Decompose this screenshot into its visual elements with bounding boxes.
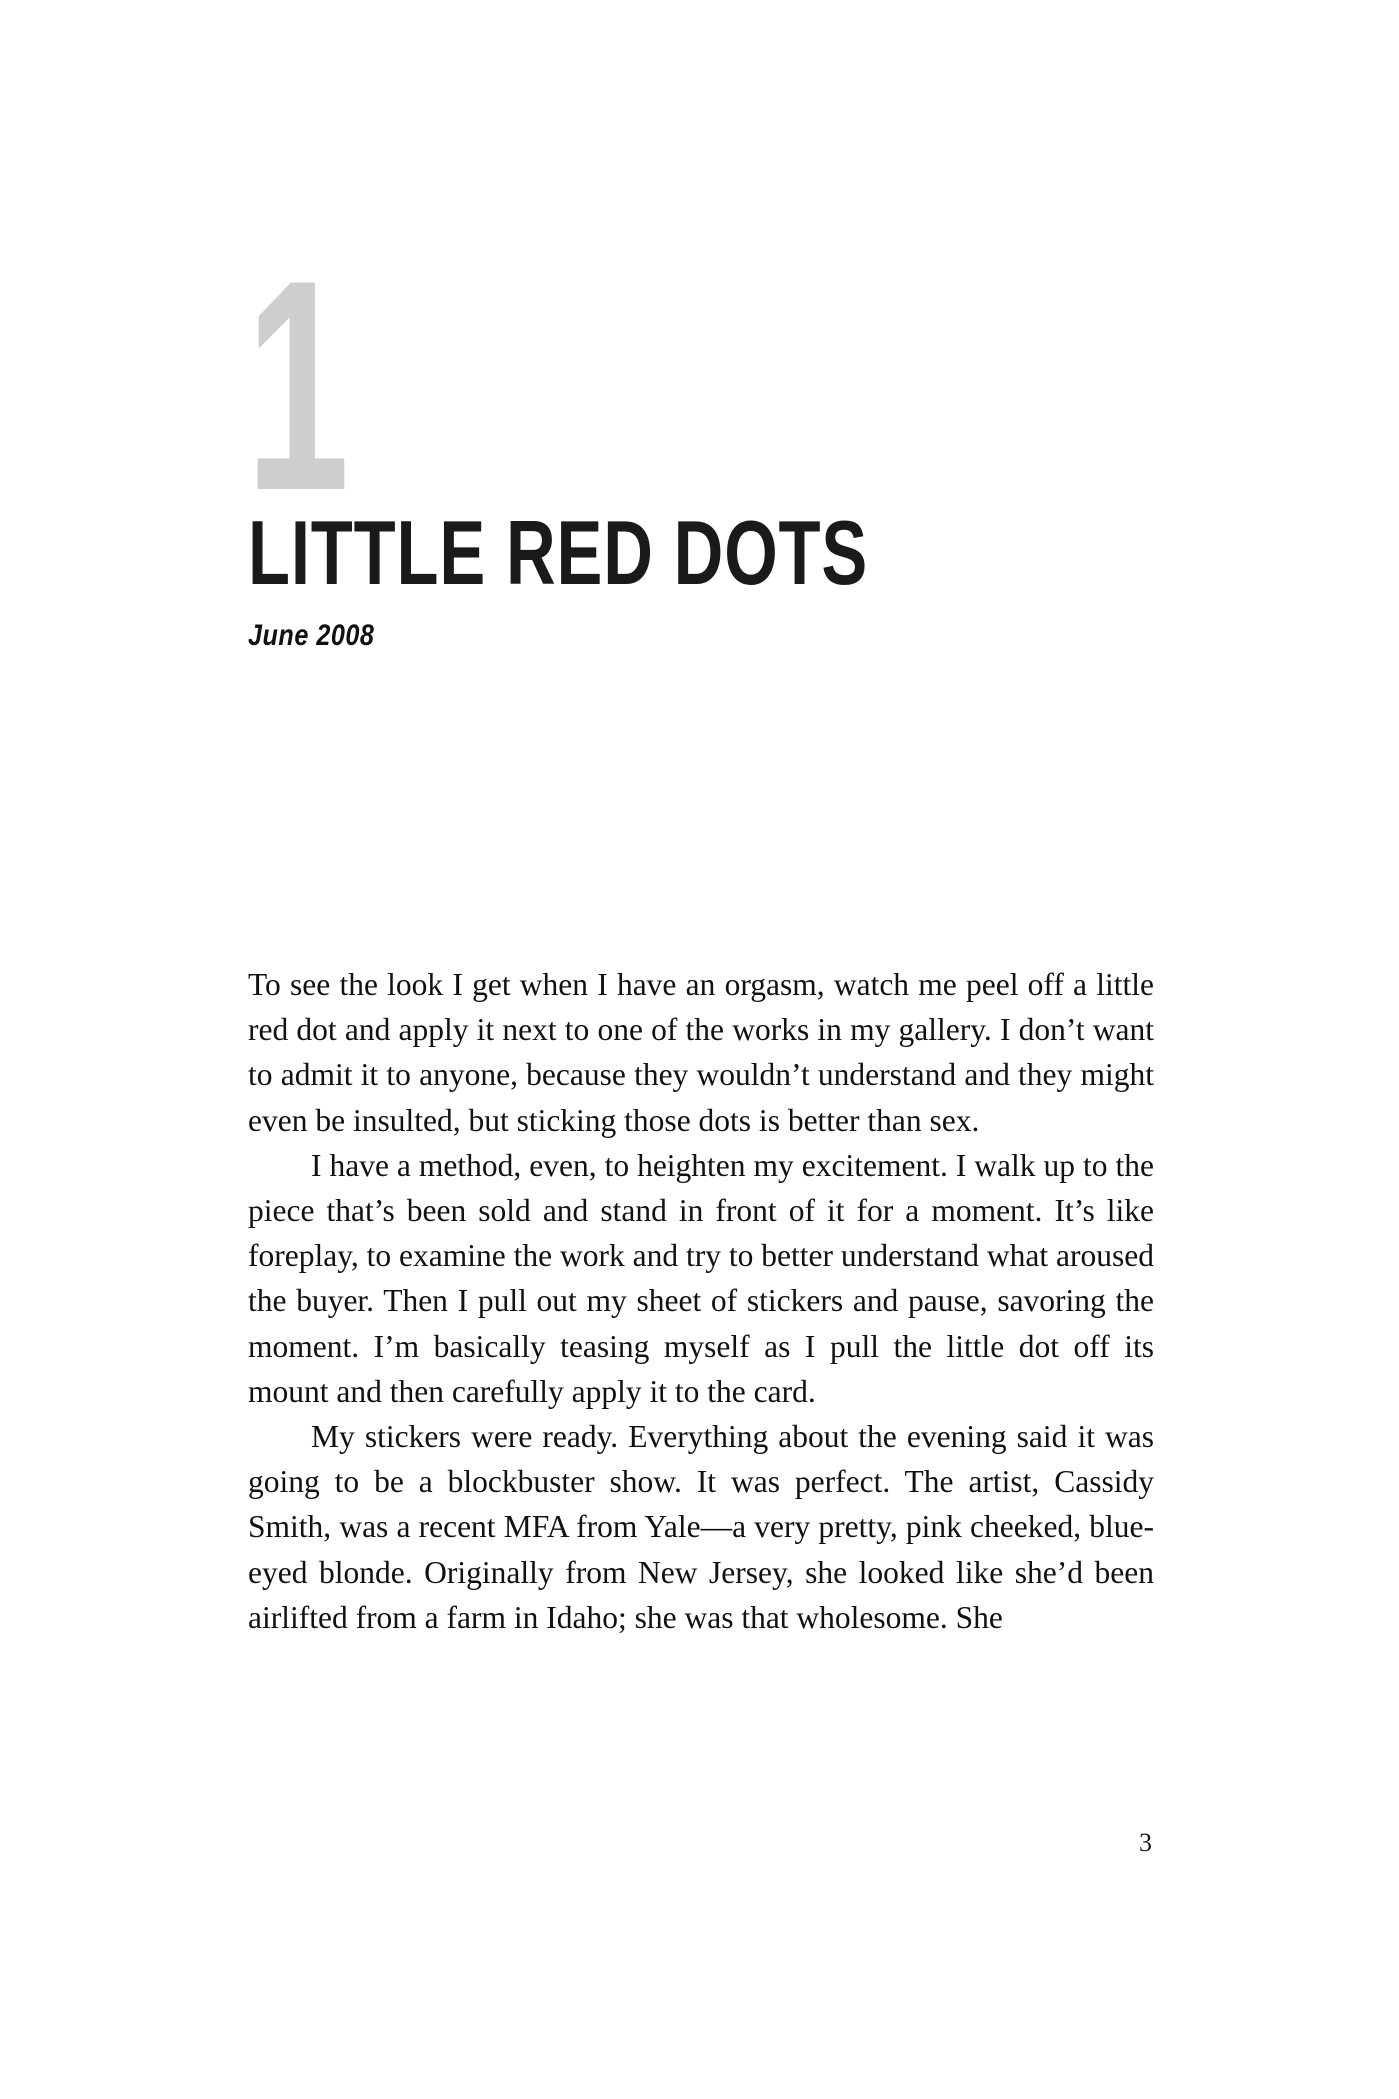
body-paragraph: My stickers were ready. Everything about the evening said it was going to be a blockbuster show. It was perfect. The artist, Cassidy Smith, was a recent MFA from Yale—a very pretty, pink cheeked, blue-eyed blonde. Originally from New Jersey, she looked like she’d been airlifted from a farm in Idaho; she was that wholesome. She [248,1419,1154,1635]
page-number: 3 [1139,1828,1152,1857]
body-paragraph: I have a method, even, to heighten my excitement. I walk up to the piece that’s been sold and stand in front of it for a moment. It’s like foreplay, to examine the work and try to better understand what aroused the buyer. Then I pull out my sheet of stickers and pause, savoring the moment. I’m basically teasing myself as I pull the little dot off its mount and then carefully apply it to the card. [248,1147,1154,1409]
chapter-opener [246,217,1158,653]
body-copy [248,962,1154,1640]
chapter-title: LITTLE RED DOTS [248,502,869,605]
chapter-number: 1 [246,217,346,553]
chapter-date: June 2008 [248,619,375,653]
body-paragraph: To see the look I get when I have an orgasm, watch me peel off a little red dot and apply it next to one of the works in my gallery. I don’t want to admit it to anyone, because they wouldn’t understand and they might even be insulted, but sticking those dots is better than sex. [248,967,1154,1138]
